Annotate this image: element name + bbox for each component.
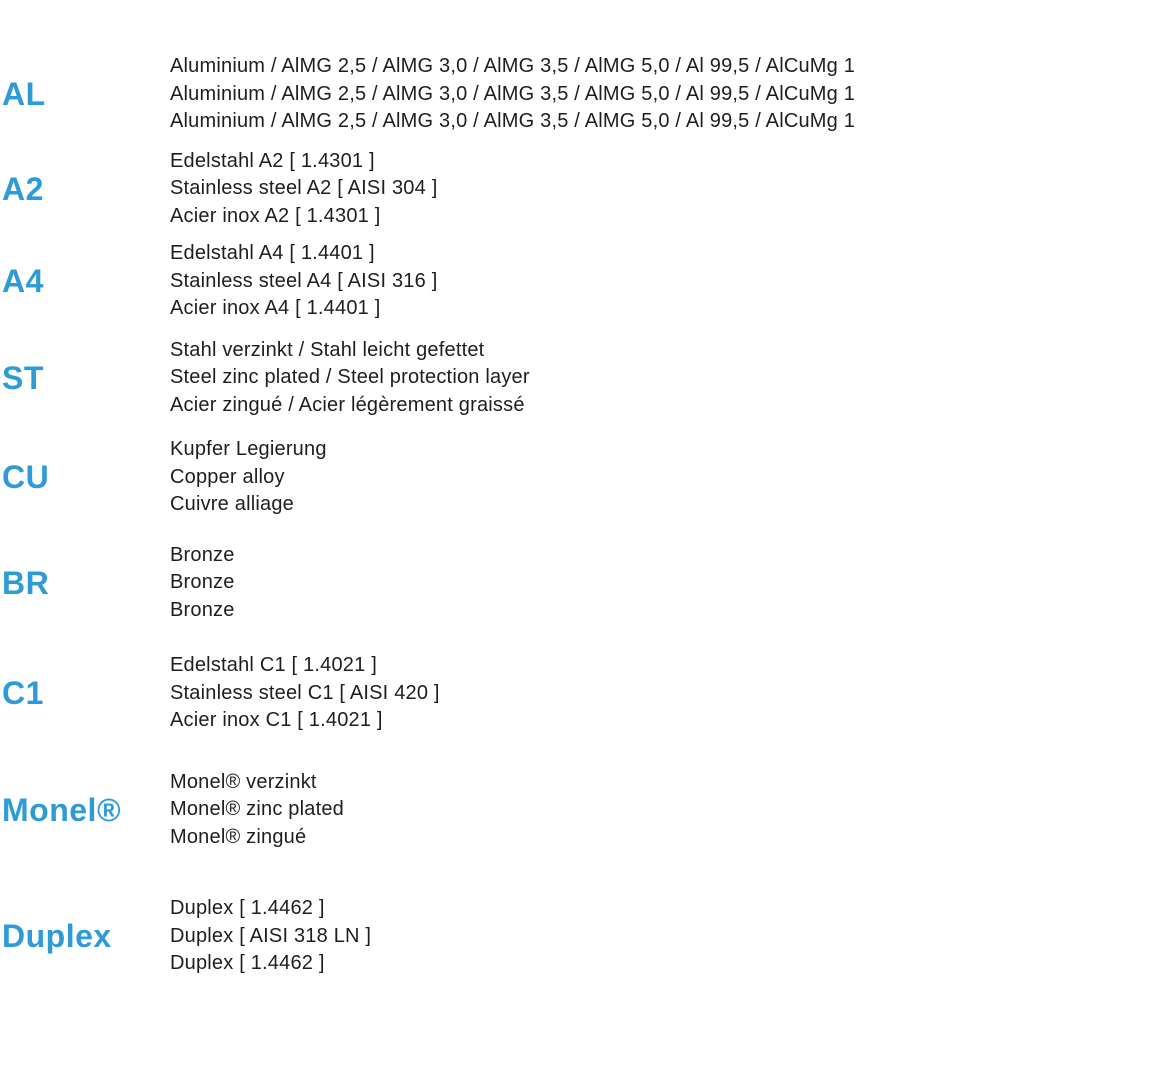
material-code: AL: [2, 76, 46, 113]
description-fr: Acier inox A2 [ 1.4301 ]: [170, 204, 381, 227]
material-group-duplex: [0, 895, 1160, 978]
description-fr: Monel® zingué: [170, 825, 307, 848]
material-code: ST: [2, 359, 44, 396]
material-descriptions: [170, 148, 437, 231]
description-fr: Acier inox A4 [ 1.4401 ]: [170, 297, 381, 319]
description-de: Monel® verzinkt: [170, 770, 317, 793]
description-en: Copper alloy: [170, 465, 285, 488]
material-group-a2: [0, 148, 1160, 231]
description-en: Stainless steel A4 [ AISI 316 ]: [170, 269, 438, 292]
material-descriptions: [170, 652, 440, 735]
description-de: Edelstahl A2 [ 1.4301 ]: [170, 149, 375, 172]
material-group-cu: [0, 436, 1160, 519]
material-code: BR: [2, 564, 50, 601]
description-fr: Acier zingué / Acier légèrement graissé: [170, 393, 525, 416]
description-fr: Cuivre alliage: [170, 493, 294, 515]
description-fr: Aluminium / AlMG 2,5 / AlMG 3,0 / AlMG 3,5 / AlMG 5,0 / Al 99,5 / AlCuMg 1: [170, 110, 856, 132]
description-fr: Bronze: [170, 598, 235, 621]
description-de: Duplex [ 1.4462 ]: [170, 897, 325, 919]
material-code: A4: [2, 263, 44, 300]
description-de: Edelstahl A4 [ 1.4401 ]: [170, 242, 375, 264]
material-descriptions: [170, 436, 327, 519]
material-group-c1: [0, 652, 1160, 735]
description-en: Stainless steel A2 [ AISI 304 ]: [170, 177, 438, 199]
description-de: Stahl verzinkt / Stahl leicht gefettet: [170, 338, 485, 361]
description-de: Bronze: [170, 543, 235, 566]
material-descriptions: [170, 337, 530, 420]
material-descriptions: [170, 240, 437, 323]
material-code: C1: [2, 675, 44, 712]
material-descriptions: [170, 895, 371, 978]
description-de: Edelstahl C1 [ 1.4021 ]: [170, 654, 377, 676]
description-en: Monel® zinc plated: [170, 798, 344, 820]
material-group-monel: [0, 769, 1160, 852]
material-group-br: [0, 542, 1160, 625]
description-fr: Acier inox C1 [ 1.4021 ]: [170, 709, 383, 731]
material-descriptions: [170, 542, 235, 625]
material-group-al: [0, 53, 1160, 136]
description-fr: Duplex [ 1.4462 ]: [170, 952, 325, 974]
material-code: Monel®: [2, 791, 122, 828]
description-en: Bronze: [170, 571, 235, 593]
description-de: Aluminium / AlMG 2,5 / AlMG 3,0 / AlMG 3,5 / AlMG 5,0 / Al 99,5 / AlCuMg 1: [170, 55, 856, 77]
description-en: Duplex [ AISI 318 LN ]: [170, 924, 372, 947]
material-group-st: [0, 337, 1160, 420]
material-descriptions: [170, 53, 855, 136]
description-en: Aluminium / AlMG 2,5 / AlMG 3,0 / AlMG 3,5 / AlMG 5,0 / Al 99,5 / AlCuMg 1: [170, 82, 856, 105]
material-code: Duplex: [2, 918, 112, 955]
material-descriptions: [170, 769, 344, 852]
description-en: Steel zinc plated / Steel protection layer: [170, 366, 530, 388]
material-code: CU: [2, 459, 50, 496]
material-code: A2: [2, 170, 44, 207]
description-en: Stainless steel C1 [ AISI 420 ]: [170, 681, 440, 704]
description-de: Kupfer Legierung: [170, 438, 327, 460]
material-group-a4: [0, 240, 1160, 323]
